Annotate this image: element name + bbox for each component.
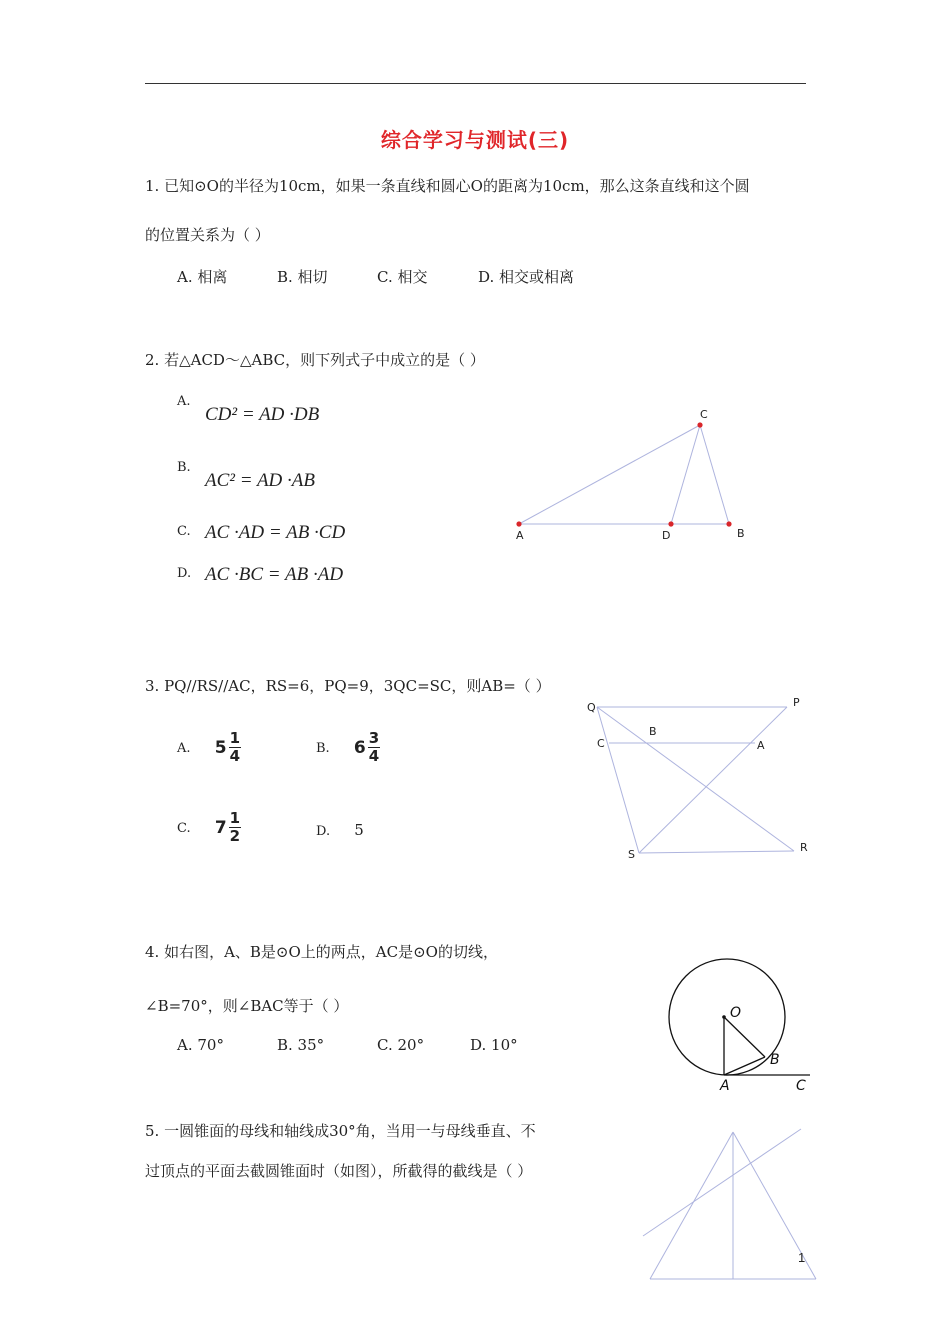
q1-stem-line1: 1. 已知⊙O的半径为10cm，如果一条直线和圆心O的距离为10cm，那么这条直线和这个圆 [145,177,750,195]
q3-option-c-fraction: $\frac{1}{2}$ [229,809,241,845]
q4-option-d: D. 10° [470,1036,518,1054]
q1-option-c: C. 相交 [377,268,428,286]
segment-ps [639,707,787,853]
label-d: D [662,529,671,542]
point-b [726,521,731,526]
q3-option-b-fraction: $\frac{3}{4}$ [368,729,380,765]
q3-option-a-fraction: $\frac{1}{4}$ [229,729,240,765]
q5-stem-line1: 5. 一圆锥面的母线和轴线成30°角，当用一与母线垂直、不 [145,1122,536,1140]
q3-option-d [316,820,364,839]
page-number: 1 [798,1250,806,1265]
q4-stem-line2: ∠B=70°，则∠BAC等于（ ） [145,997,349,1015]
center-o [722,1015,726,1019]
label-c: C [597,737,605,750]
q2-triangle-figure [500,400,760,550]
header-rule [145,83,806,84]
label-o: O [730,1005,742,1021]
q5-cone-figure [635,1125,825,1285]
label-c: C [700,408,708,421]
segment-qs [597,707,639,853]
segment-cd [671,425,700,524]
q2-option-b-expr: AC² = AD ·AB [205,470,315,491]
point-d [668,521,673,526]
label-r: R [800,841,808,854]
q1-stem-line2: 的位置关系为（ ） [145,226,270,244]
q3-option-b-whole: 6 [353,737,366,758]
label-q: Q [587,701,596,714]
q2-option-b-label: B. [177,460,191,475]
page-title: 综合学习与测试(三) [380,128,570,152]
q3-option-b [316,730,380,765]
label-b: B [737,527,745,540]
q1-option-d: D. 相交或相离 [478,268,575,286]
q3-option-b-label: B. [316,741,330,756]
label-p: P [793,696,800,709]
label-b: B [770,1052,780,1068]
q3-option-c-whole: 7 [214,817,227,838]
q2-option-a-expr: CD² = AD ·DB [205,404,320,425]
segment-ac [519,425,700,524]
radius-ob [724,1017,765,1057]
cone-left-generatrix [650,1132,733,1279]
q3-option-a-label: A. [177,741,191,756]
q3-option-c [177,810,241,845]
label-b: B [649,725,657,738]
q2-option-c-expr: AC ·AD = AB ·CD [205,522,346,543]
label-s: S [628,848,635,861]
label-a: A [720,1078,730,1094]
label-a: A [516,529,524,542]
q1-option-a: A. 相离 [177,268,228,286]
label-c: C [796,1078,806,1094]
q2-option-c-label: C. [177,524,191,539]
q2-option-d-expr: AC ·BC = AB ·AD [205,564,344,585]
circle-o [669,959,785,1075]
q3-option-d-label: D. [316,824,331,839]
q4-option-b: B. 35° [277,1036,325,1054]
segment-cb [700,425,729,524]
q3-option-c-label: C. [177,821,191,836]
cutting-plane [643,1129,801,1236]
q5-stem-line2: 过顶点的平面去截圆锥面时（如图），所截得的截线是（ ） [145,1162,533,1180]
q3-option-a [177,730,241,765]
q3-stem: 3. PQ//RS//AC，RS=6，PQ=9，3QC=SC，则AB=（ ） [145,677,551,695]
label-a: A [757,739,765,752]
q3-parallel-figure [580,690,815,870]
q3-option-a-whole: 5 [214,737,227,758]
q4-stem-line1: 4. 如右图，A、B是⊙O上的两点，AC是⊙O的切线， [145,943,498,961]
q4-option-a: A. 70° [177,1036,224,1054]
q3-option-d-value: 5 [354,821,364,839]
q4-circle-figure [660,955,820,1095]
point-c [697,422,702,427]
point-a [516,521,521,526]
q4-option-c: C. 20° [377,1036,425,1054]
q2-stem: 2. 若△ACD～△ABC，则下列式子中成立的是（ ） [145,351,485,369]
q2-option-a-label: A. [177,394,191,409]
segment-sr [639,851,794,853]
q2-option-d-label: D. [177,566,192,581]
q1-option-b: B. 相切 [277,268,328,286]
